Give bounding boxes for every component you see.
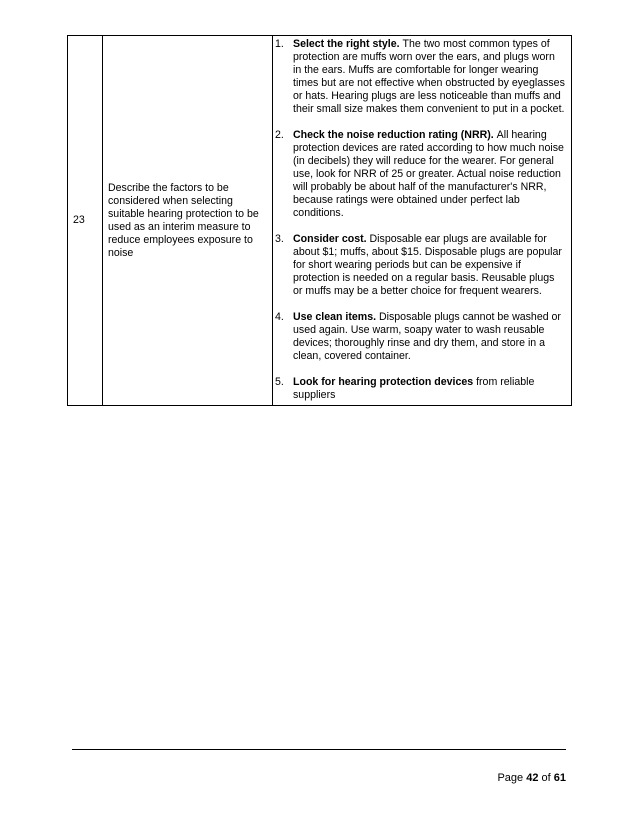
table-row bbox=[68, 36, 572, 406]
item-title: Look for hearing protection devices bbox=[293, 376, 477, 388]
footer-divider bbox=[72, 749, 566, 750]
item-number: 1. bbox=[275, 38, 284, 50]
list-item bbox=[273, 129, 565, 220]
row-number-cell bbox=[68, 36, 103, 406]
list-item bbox=[273, 38, 565, 116]
question-cell bbox=[103, 36, 273, 406]
row-number: 23 bbox=[73, 214, 85, 226]
item-number: 2. bbox=[275, 129, 284, 141]
item-text: from reliable suppliers bbox=[293, 376, 535, 401]
item-title: Consider cost. bbox=[293, 233, 370, 245]
item-text: The two most common types of protection are muffs worn over the ears, and plugs worn in the ears. Muffs are comfortable for longer wearing times but are not effective when obstructed by eyeglasses or hats. Hearing plugs are less noticeable than muffs and their small size makes them convenient to put in a pocket. bbox=[293, 38, 565, 115]
factors-list bbox=[273, 38, 565, 402]
page-footer bbox=[497, 772, 566, 785]
item-title: Check the noise reduction rating (NRR). bbox=[293, 129, 497, 141]
item-number: 4. bbox=[275, 311, 284, 323]
list-item bbox=[273, 311, 565, 363]
item-title: Select the right style. bbox=[293, 38, 403, 50]
page-label: Page bbox=[497, 772, 527, 784]
list-item bbox=[273, 376, 565, 402]
item-number: 3. bbox=[275, 233, 284, 245]
question-text: Describe the factors to be considered when selecting suitable hearing protection to be used as an interim measure to reduce employees exposure to noise bbox=[108, 181, 259, 259]
question-answer-table bbox=[67, 35, 572, 406]
item-number: 5. bbox=[275, 376, 284, 388]
current-page-number: 42 bbox=[526, 772, 542, 784]
item-text: Disposable plugs cannot be washed or used again. Use warm, soapy water to wash reusable devices; thoroughly rinse and dry them, and store in a clean, covered container. bbox=[293, 311, 561, 362]
item-text: All hearing protection devices are rated according to how much noise (in decibels) they will reduce for the wearer. For general use, look for NRR of 25 or greater. Actual noise reduction will probably be about half of the manufacturer's NRR, because ratings were obtained under perfect lab conditions. bbox=[293, 129, 564, 219]
total-pages-number: 61 bbox=[553, 772, 566, 784]
answer-cell bbox=[273, 36, 572, 406]
list-item bbox=[273, 233, 565, 298]
item-text: Disposable ear plugs are available for about $1; muffs, about $15. Disposable plugs are popular for short wearing periods but can be expensive if protection is needed on a regular basis. Reusable plugs or muffs may be a better choice for frequent wearers. bbox=[293, 233, 562, 297]
item-title: Use clean items. bbox=[293, 311, 379, 323]
of-label: of bbox=[541, 772, 554, 784]
